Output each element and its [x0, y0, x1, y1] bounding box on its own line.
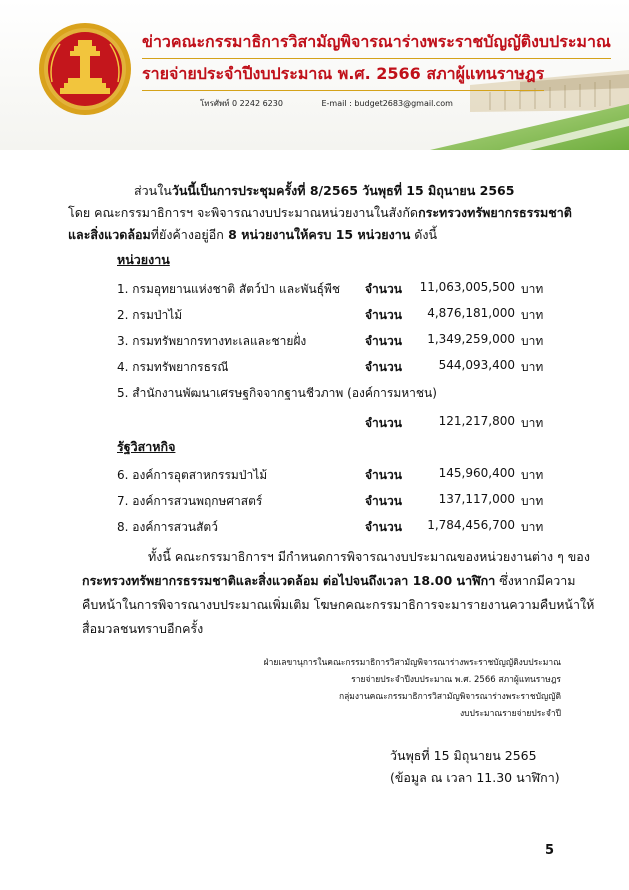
intro-line-1	[68, 180, 568, 202]
intro-line-3	[68, 224, 568, 246]
budget-row	[117, 492, 577, 512]
budget-amount: 137,117,000	[438, 492, 515, 506]
budget-amount: 4,876,181,000	[427, 306, 515, 320]
agency-name: 2. กรมป่าไม้	[117, 308, 183, 322]
intro-paragraph	[68, 180, 572, 246]
budget-row	[117, 332, 577, 352]
signoff-line: รายจ่ายประจำปีงบประมาณ พ.ศ. 2566 สภาผู้แทนราษฎร	[351, 675, 561, 685]
amount-label: จำนวน	[365, 308, 402, 322]
budget-row	[117, 466, 577, 486]
closing-line-2	[82, 569, 582, 593]
closing-paragraph	[82, 545, 595, 641]
currency-unit: บาท	[521, 360, 544, 374]
signoff-line: ฝ่ายเลขานุการในคณะกรรมาธิการวิสามัญพิจารณาร่างพระราชบัญญัติงบประมาณ	[263, 658, 561, 668]
page-number: 5	[545, 843, 555, 858]
amount-label: จำนวน	[365, 468, 402, 482]
amount-label: จำนวน	[365, 520, 402, 534]
budget-row	[117, 280, 577, 300]
budget-row	[117, 306, 577, 326]
signoff-line: งบประมาณรายจ่ายประจำปี	[459, 709, 561, 719]
intro-line-2	[68, 202, 572, 224]
parliament-emblem-icon	[38, 22, 132, 116]
budget-amount: 1,349,259,000	[427, 332, 515, 346]
header-contact	[200, 97, 489, 110]
agency-count: 8 หน่วยงานให้ครบ 15 หน่วยงาน	[223, 227, 411, 242]
budget-amount: 121,217,800	[438, 414, 515, 428]
amount-label: จำนวน	[365, 494, 402, 508]
budget-row	[117, 358, 577, 378]
date-line: วันพุธที่ 15 มิถุนายน 2565	[390, 748, 537, 763]
currency-unit: บาท	[521, 416, 544, 430]
meeting-info: วันนี้เป็นการประชุมครั้งที่ 8/2565 วันพุธที่ 15 มิถุนายน 2565	[171, 183, 515, 198]
agency-name: 4. กรมทรัพยากรธรณี	[117, 360, 229, 374]
amount-label: จำนวน	[365, 334, 402, 348]
budget-amount: 544,093,400	[438, 358, 515, 372]
closing-line-3: คืบหน้าในการพิจารณางบประมาณเพิ่มเติม โฆษกคณะกรรมาธิการจะมารายงานความคืบหน้าให้	[82, 597, 595, 612]
closing-line-4: สื่อมวลชนทราบอีกครั้ง	[82, 621, 204, 636]
secretariat-signoff	[264, 655, 561, 723]
closing-text: ซึ่งหากมีความ	[495, 573, 576, 588]
currency-unit: บาท	[521, 282, 544, 296]
section-agencies-title: หน่วยงาน	[117, 252, 170, 267]
budget-amount: 145,960,400	[438, 466, 515, 480]
currency-unit: บาท	[521, 468, 544, 482]
email-address: E-mail : budget2683@gmail.com	[321, 99, 453, 108]
currency-unit: บาท	[521, 520, 544, 534]
document-date	[390, 745, 560, 789]
agency-name: 7. องค์การสวนพฤกษศาสตร์	[117, 494, 263, 508]
budget-amount: 1,784,456,700	[427, 518, 515, 532]
intro-text: ดังนี้	[410, 227, 438, 242]
agency-name: 5. สำนักงานพัฒนาเศรษฐกิจจากฐานชีวภาพ (องค์การมหาชน)	[117, 386, 437, 400]
header-title-line-2: รายจ่ายประจำปีงบประมาณ พ.ศ. 2566 สภาผู้แทนราษฎร	[142, 62, 544, 87]
agency-name: 3. กรมทรัพยากรทางทะเลและชายฝั่ง	[117, 334, 307, 348]
data-timestamp: (ข้อมูล ณ เวลา 11.30 นาฬิกา)	[390, 770, 560, 785]
amount-label: จำนวน	[365, 360, 402, 374]
ministry-name-cont: และสิ่งแวดล้อม	[68, 227, 151, 242]
phone-number: โทรศัพท์ 0 2242 6230	[200, 99, 283, 108]
currency-unit: บาท	[521, 308, 544, 322]
budget-amount: 11,063,005,500	[419, 280, 515, 294]
ministry-name: กระทรวงทรัพยากรธรรมชาติ	[418, 205, 572, 220]
header-title-line-1: ข่าวคณะกรรมาธิการวิสามัญพิจารณาร่างพระราชบัญญัติงบประมาณ	[142, 30, 611, 55]
agency-name: 8. องค์การสวนสัตว์	[117, 520, 218, 534]
budget-row-amount	[117, 414, 577, 434]
section-state-enterprises-title: รัฐวิสาหกิจ	[117, 439, 176, 454]
intro-text: โดย คณะกรรมาธิการฯ จะพิจารณางบประมาณหน่วยงานในสังกัด	[68, 205, 419, 220]
agency-name: 6. องค์การอุตสาหกรรมป่าไม้	[117, 468, 268, 482]
budget-row	[117, 518, 577, 538]
signoff-line: กลุ่มงานคณะกรรมาธิการวิสามัญพิจารณาร่างพระราชบัญญัติ	[338, 692, 561, 702]
currency-unit: บาท	[521, 334, 544, 348]
intro-text: ที่ยังค้างอยู่อีก	[150, 227, 224, 242]
budget-row-name	[117, 384, 577, 404]
letterhead	[0, 0, 629, 150]
closing-line-1: ทั้งนี้ คณะกรรมาธิการฯ มีกำหนดการพิจารณางบประมาณของหน่วยงานต่าง ๆ ของ	[148, 549, 590, 564]
agency-name: 1. กรมอุทยานแห่งชาติ สัตว์ป่า และพันธุ์พืช	[117, 282, 341, 296]
amount-label: จำนวน	[365, 416, 402, 430]
currency-unit: บาท	[521, 494, 544, 508]
amount-label: จำนวน	[365, 282, 402, 296]
intro-text: ส่วนใน	[134, 183, 172, 198]
schedule-text: กระทรวงทรัพยากรธรรมชาติและสิ่งแวดล้อม ต่อไปจนถึงเวลา 18.00 นาฬิกา	[82, 573, 496, 588]
